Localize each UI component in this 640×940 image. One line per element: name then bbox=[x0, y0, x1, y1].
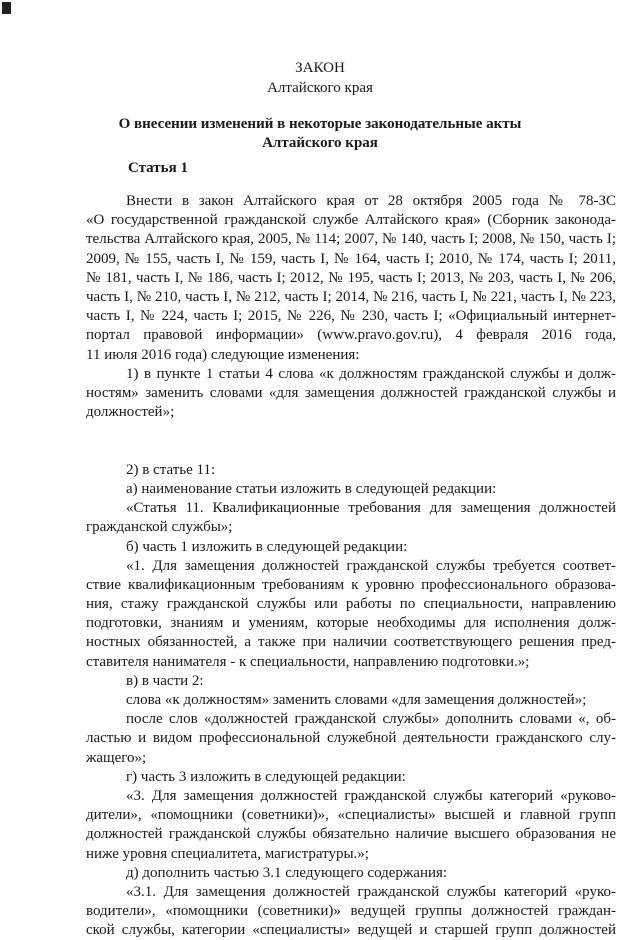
paragraph-intro bbox=[86, 192, 616, 365]
text-line: «О государственной гражданской службе Алтайского края» (Сборник законода- bbox=[86, 212, 616, 229]
paragraph-item-2a-text bbox=[86, 499, 616, 537]
text-line: 11 июля 2016 года) следующие изменения: bbox=[86, 346, 360, 363]
text-line: 1) в пункте 1 статьи 4 слова «к должностям гражданской службы и долж- bbox=[126, 365, 616, 382]
paragraph-item-2c-1 bbox=[86, 691, 616, 710]
text-line: ния, стажу гражданской службы или работы по специальности, направлению bbox=[86, 596, 616, 613]
text-line: ностям» заменить словами «для замещения должностей гражданской службы и bbox=[86, 384, 616, 401]
text-line: ставителя нанимателя - к специальности, направлению подготовки.»; bbox=[86, 653, 530, 670]
text-line: жащего»; bbox=[86, 749, 147, 766]
document-region: Алтайского края bbox=[267, 80, 373, 96]
paragraph-item-2e-text bbox=[86, 883, 616, 940]
text-line: часть I, № 210, часть I, № 212, часть I; 2014, № 216, часть I, № 221, часть I, № 223, bbox=[86, 288, 616, 305]
paragraph-item-2b bbox=[86, 538, 616, 557]
paragraph-item-2 bbox=[86, 461, 616, 480]
text-line: Внести в закон Алтайского края от 28 октября 2005 года № 78-ЗС bbox=[126, 193, 616, 209]
text-line: тельства Алтайского края, 2005, № 114; 2007, № 140, часть I; 2008, № 150, часть I; bbox=[86, 231, 616, 248]
text-line: водители», «помощники (советники)» ведущей группы должностей граждан- bbox=[86, 903, 616, 920]
document-title-line-2: Алтайского края bbox=[262, 135, 378, 151]
text-line: ствие квалификационным требованиям к уровню профессионального образова- bbox=[86, 576, 616, 593]
text-line: портал правовой информации» (www.pravo.gov.ru), 4 февраля 2016 года, bbox=[86, 327, 616, 344]
text-line: дители», «помощники (советники)», «специалисты» высшей и главной групп bbox=[86, 807, 616, 824]
text-line: б) часть 1 изложить в следующей редакции: bbox=[126, 538, 408, 555]
text-line: а) наименование статьи изложить в следующей редакции: bbox=[126, 480, 497, 497]
text-line: № 181, часть I, № 186, часть I; 2012, № 195, часть I; 2013, № 203, часть I, № 206, bbox=[86, 269, 616, 286]
paragraph-item-2b-text bbox=[86, 557, 616, 672]
text-line: «1. Для замещения должностей гражданской службы требуется соответ- bbox=[126, 557, 616, 574]
text-line: 2009, № 155, часть I, № 159, часть I, № 164, часть I; 2010, № 174, часть I; 2011, bbox=[86, 250, 616, 267]
paragraph-item-2d bbox=[86, 768, 616, 787]
text-line: должностей»; bbox=[86, 404, 175, 421]
article-body bbox=[86, 192, 616, 940]
paragraph-item-1 bbox=[86, 365, 616, 423]
document-type: ЗАКОН bbox=[295, 60, 345, 76]
text-line: ской службы, категории «специалисты» ведущей и старшей групп должностей bbox=[86, 922, 616, 939]
text-line: г) часть 3 изложить в следующей редакции: bbox=[126, 768, 406, 785]
text-line: подготовки, знаниям и умениям, которые необходимы для исполнения долж- bbox=[86, 615, 616, 632]
text-line: часть I, № 224, часть I; 2015, № 226, № 230, часть I; «Официальный интернет- bbox=[86, 308, 616, 325]
text-line: в) в части 2: bbox=[126, 672, 204, 689]
document-title-line-1: О внесении изменений в некоторые законодательные акты bbox=[118, 116, 522, 132]
paragraph-gap bbox=[86, 422, 616, 461]
text-line: ластью и видом профессиональной служебной деятельности гражданского слу- bbox=[86, 730, 616, 747]
paragraph-item-2c-2 bbox=[86, 710, 616, 768]
article-heading: Статья 1 bbox=[128, 160, 188, 176]
paragraph-item-2e bbox=[86, 864, 616, 883]
paragraph-item-2c bbox=[86, 672, 616, 691]
text-line: д) дополнить частью 3.1 следующего содержания: bbox=[126, 864, 448, 881]
text-line: ностных обязанностей, а также при наличии соответствующего решения пред- bbox=[86, 634, 616, 651]
paragraph-item-2a bbox=[86, 480, 616, 499]
text-line: «3.1. Для замещения должностей гражданской службы категорий «руко- bbox=[126, 883, 616, 900]
text-line: «Статья 11. Квалификационные требования для замещения должностей bbox=[126, 500, 616, 517]
text-line: «3. Для замещения должностей гражданской службы категорий «руково- bbox=[126, 787, 616, 804]
text-line: 2) в статье 11: bbox=[126, 461, 216, 478]
text-line: должностей гражданской службы обязательно наличие высшего образования не bbox=[86, 826, 616, 843]
paragraph-item-2d-text bbox=[86, 787, 616, 864]
text-line: после слов «должностей гражданской службы» дополнить словами «, об- bbox=[126, 711, 616, 728]
text-line: ниже уровня специалитета, магистратуры.»; bbox=[86, 845, 369, 862]
text-line: гражданской службы»; bbox=[86, 519, 233, 536]
text-line: слова «к должностям» заменить словами «для замещения должностей»; bbox=[126, 692, 587, 708]
